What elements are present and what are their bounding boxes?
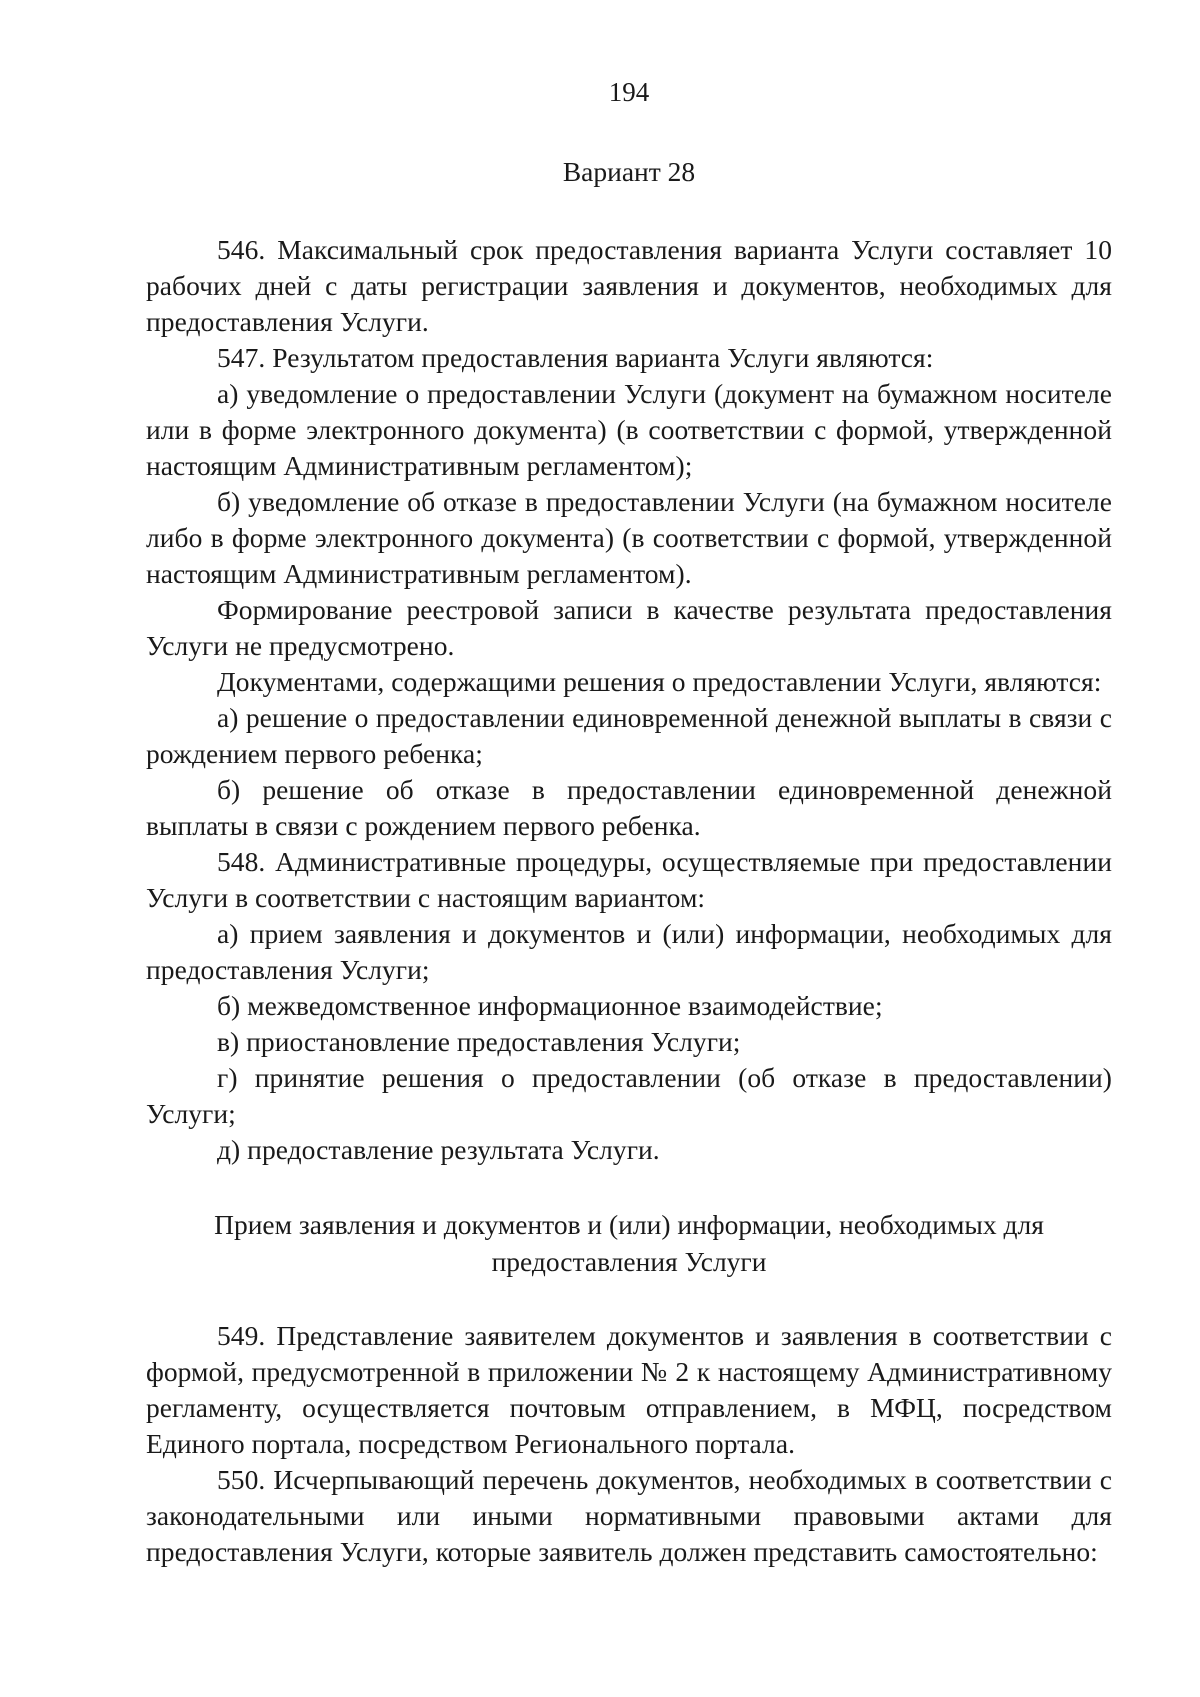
paragraph-547-a: а) уведомление о предоставлении Услуги (документ на бумажном носителе или в форме электронного документа) (в соответствии с формой, утвержденной настоящим Административным регламентом); <box>146 378 1112 481</box>
paragraph-547: 547. Результатом предоставления варианта Услуги являются: <box>217 342 934 373</box>
paragraph-decision-documents: Документами, содержащими решения о предоставлении Услуги, являются: <box>217 666 1102 697</box>
paragraph-548-v: в) приостановление предоставления Услуги; <box>217 1026 741 1057</box>
paragraph-548-g: г) принятие решения о предоставлении (об отказе в предоставлении) Услуги; <box>146 1062 1112 1129</box>
document-body <box>146 70 1112 1570</box>
paragraph-548-d: д) предоставление результата Услуги. <box>217 1134 660 1165</box>
section-title-variant: Вариант 28 <box>562 156 696 187</box>
paragraph-548: 548. Административные процедуры, осуществляемые при предоставлении Услуги в соответствии с настоящим вариантом: <box>146 846 1112 913</box>
paragraph-decision-b: б) решение об отказе в предоставлении единовременной денежной выплаты в связи с рождением первого ребенка. <box>146 774 1112 841</box>
paragraph-decision-a: а) решение о предоставлении единовременной денежной выплаты в связи с рождением первого ребенка; <box>146 702 1112 769</box>
paragraph-546: 546. Максимальный срок предоставления варианта Услуги составляет 10 рабочих дней с даты регистрации заявления и документов, необходимых для предоставления Услуги. <box>146 234 1112 337</box>
paragraph-registry-note: Формирование реестровой записи в качестве результата предоставления Услуги не предусмотрено. <box>146 594 1112 661</box>
section-title-reception: Прием заявления и документов и (или) информации, необходимых для предоставления Услуги <box>214 1209 1044 1277</box>
page-number: 194 <box>608 77 650 107</box>
paragraph-547-b: б) уведомление об отказе в предоставлении Услуги (на бумажном носителе либо в форме электронного документа) (в соответствии с формой, утвержденной настоящим Административным регламентом). <box>146 486 1112 589</box>
paragraph-550: 550. Исчерпывающий перечень документов, необходимых в соответствии с законодательными или иными нормативными правовыми актами для предоставления Услуги, которые заявитель должен представить самостоятельно: <box>146 1464 1112 1567</box>
paragraph-549: 549. Представление заявителем документов и заявления в соответствии с формой, предусмотренной в приложении № 2 к настоящему Административному регламенту, осуществляется почтовым отправлением, в МФЦ, посредством Единого портала, посредством Регионального портала. <box>146 1320 1112 1459</box>
paragraph-548-b: б) межведомственное информационное взаимодействие; <box>217 990 883 1021</box>
paragraph-548-a: а) прием заявления и документов и (или) информации, необходимых для предоставления Услуги; <box>146 918 1112 985</box>
